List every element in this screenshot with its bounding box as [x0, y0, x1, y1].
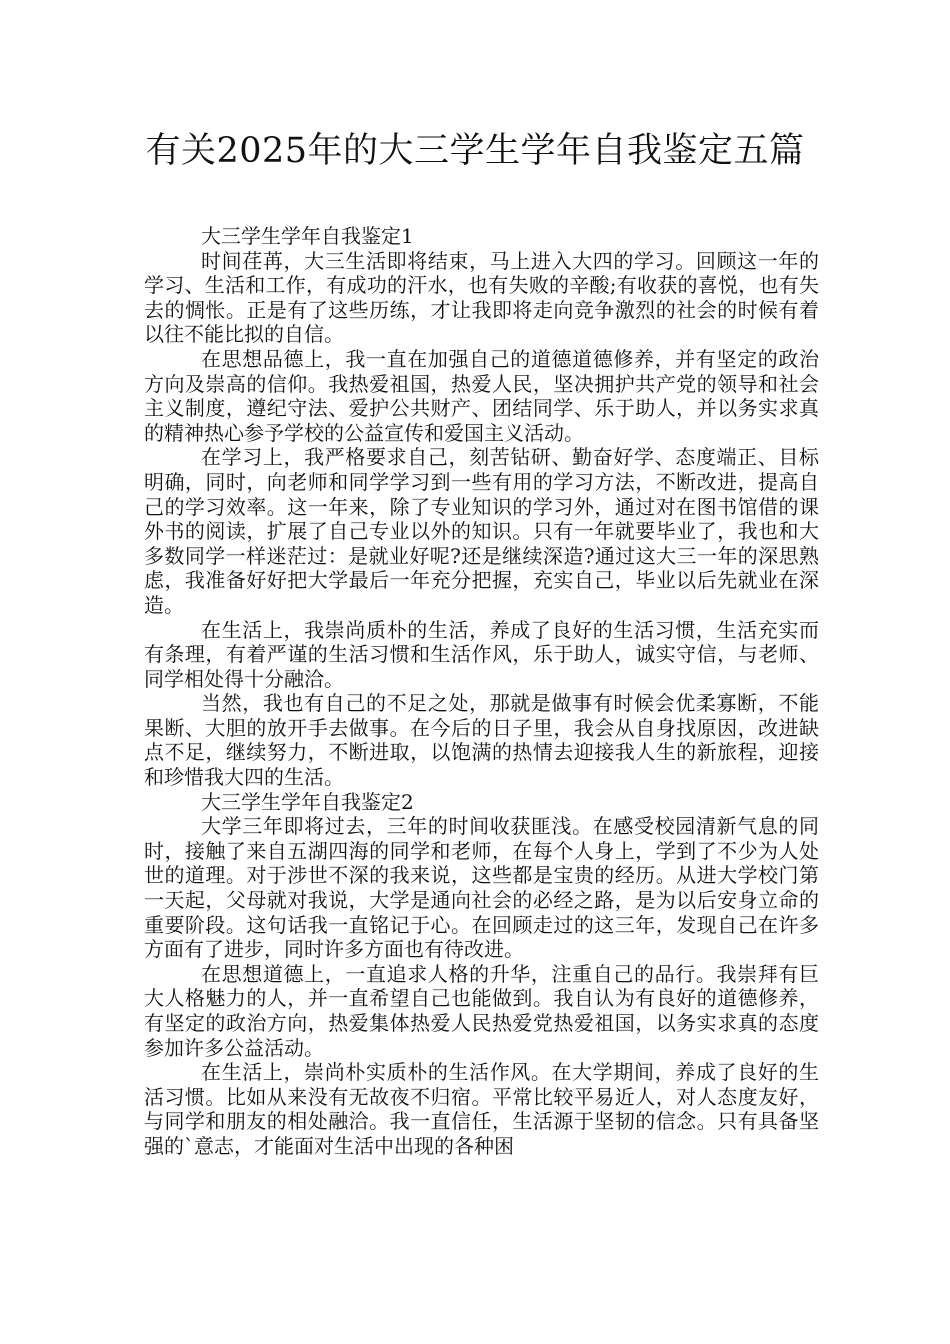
- paragraph: 大学三年即将过去，三年的时间收获匪浅。在感受校园清新气息的同时，接触了来自五湖四海的同学和老师，在每个人身上，学到了不少为人处世的道理。对于涉世不深的我来说，这些都是宝贵的经历。从进大学校门第一天起，父母就对我说，大学是通向社会的必经之路，是为以后安身立命的重要阶段。这句话我一直铭记于心。在回顾走过的这三年，发现自己在许多方面有了进步，同时许多方面也有待改进。: [144, 814, 819, 962]
- document-body: [144, 224, 819, 1159]
- section-heading: 大三学生学年自我鉴定1: [201, 224, 414, 248]
- paragraph: 在学习上，我严格要求自己，刻苦钻研、勤奋好学、态度端正、目标明确，同时，向老师和同学学习到一些有用的学习方法，不断改进，提高自己的学习效率。这一年来，除了专业知识的学习外，通过对在图书馆借的课外书的阅读，扩展了自己专业以外的知识。只有一年就要毕业了，我也和大多数同学一样迷茫过：是就业好呢?还是继续深造?通过这大三一年的深思熟虑，我准备好好把大学最后一年充分把握，充实自己，毕业以后先就业在深造。: [144, 445, 819, 617]
- paragraph: 在生活上，我崇尚质朴的生活，养成了良好的生活习惯，生活充实而有条理，有着严谨的生活习惯和生活作风，乐于助人，诚实守信，与老师、同学相处得十分融洽。: [144, 617, 819, 691]
- document-title: 有关2025年的大三学生学年自我鉴定五篇: [145, 131, 805, 171]
- paragraph: 时间荏苒，大三生活即将结束，马上进入大四的学习。回顾这一年的学习、生活和工作，有成功的汗水，也有失败的辛酸;有收获的喜悦，也有失去的惆怅。正是有了这些历练，才让我即将走向竞争激烈的社会的时候有着以往不能比拟的自信。: [144, 248, 819, 347]
- paragraph: 在思想道德上，一直追求人格的升华，注重自己的品行。我崇拜有巨大人格魅力的人，并一直希望自己也能做到。我自认为有良好的道德修养，有坚定的政治方向，热爱集体热爱人民热爱党热爱祖国，以务实求真的态度参加许多公益活动。: [144, 961, 819, 1060]
- paragraph: 在生活上，崇尚朴实质朴的生活作风。在大学期间，养成了良好的生活习惯。比如从来没有无故夜不归宿。平常比较平易近人，对人态度友好，与同学和朋友的相处融洽。我一直信任，生活源于坚韧的信念。只有具备坚强的`意志，才能面对生活中出现的各种困: [144, 1060, 819, 1158]
- paragraph: 在思想品德上，我一直在加强自己的道德道德修养，并有坚定的政治方向及崇高的信仰。我热爱祖国，热爱人民，坚决拥护共产党的领导和社会主义制度，遵纪守法、爱护公共财产、团结同学、乐于助人，并以务实求真的精神热心参予学校的公益宣传和爱国主义活动。: [144, 346, 819, 445]
- paragraph: 当然，我也有自己的不足之处，那就是做事有时候会优柔寡断，不能果断、大胆的放开手去做事。在今后的日子里，我会从自身找原因，改进缺点不足，继续努力，不断进取，以饱满的热情去迎接我人生的新旅程，迎接和珍惜我大四的生活。: [144, 691, 819, 790]
- section-heading: 大三学生学年自我鉴定2: [201, 789, 414, 814]
